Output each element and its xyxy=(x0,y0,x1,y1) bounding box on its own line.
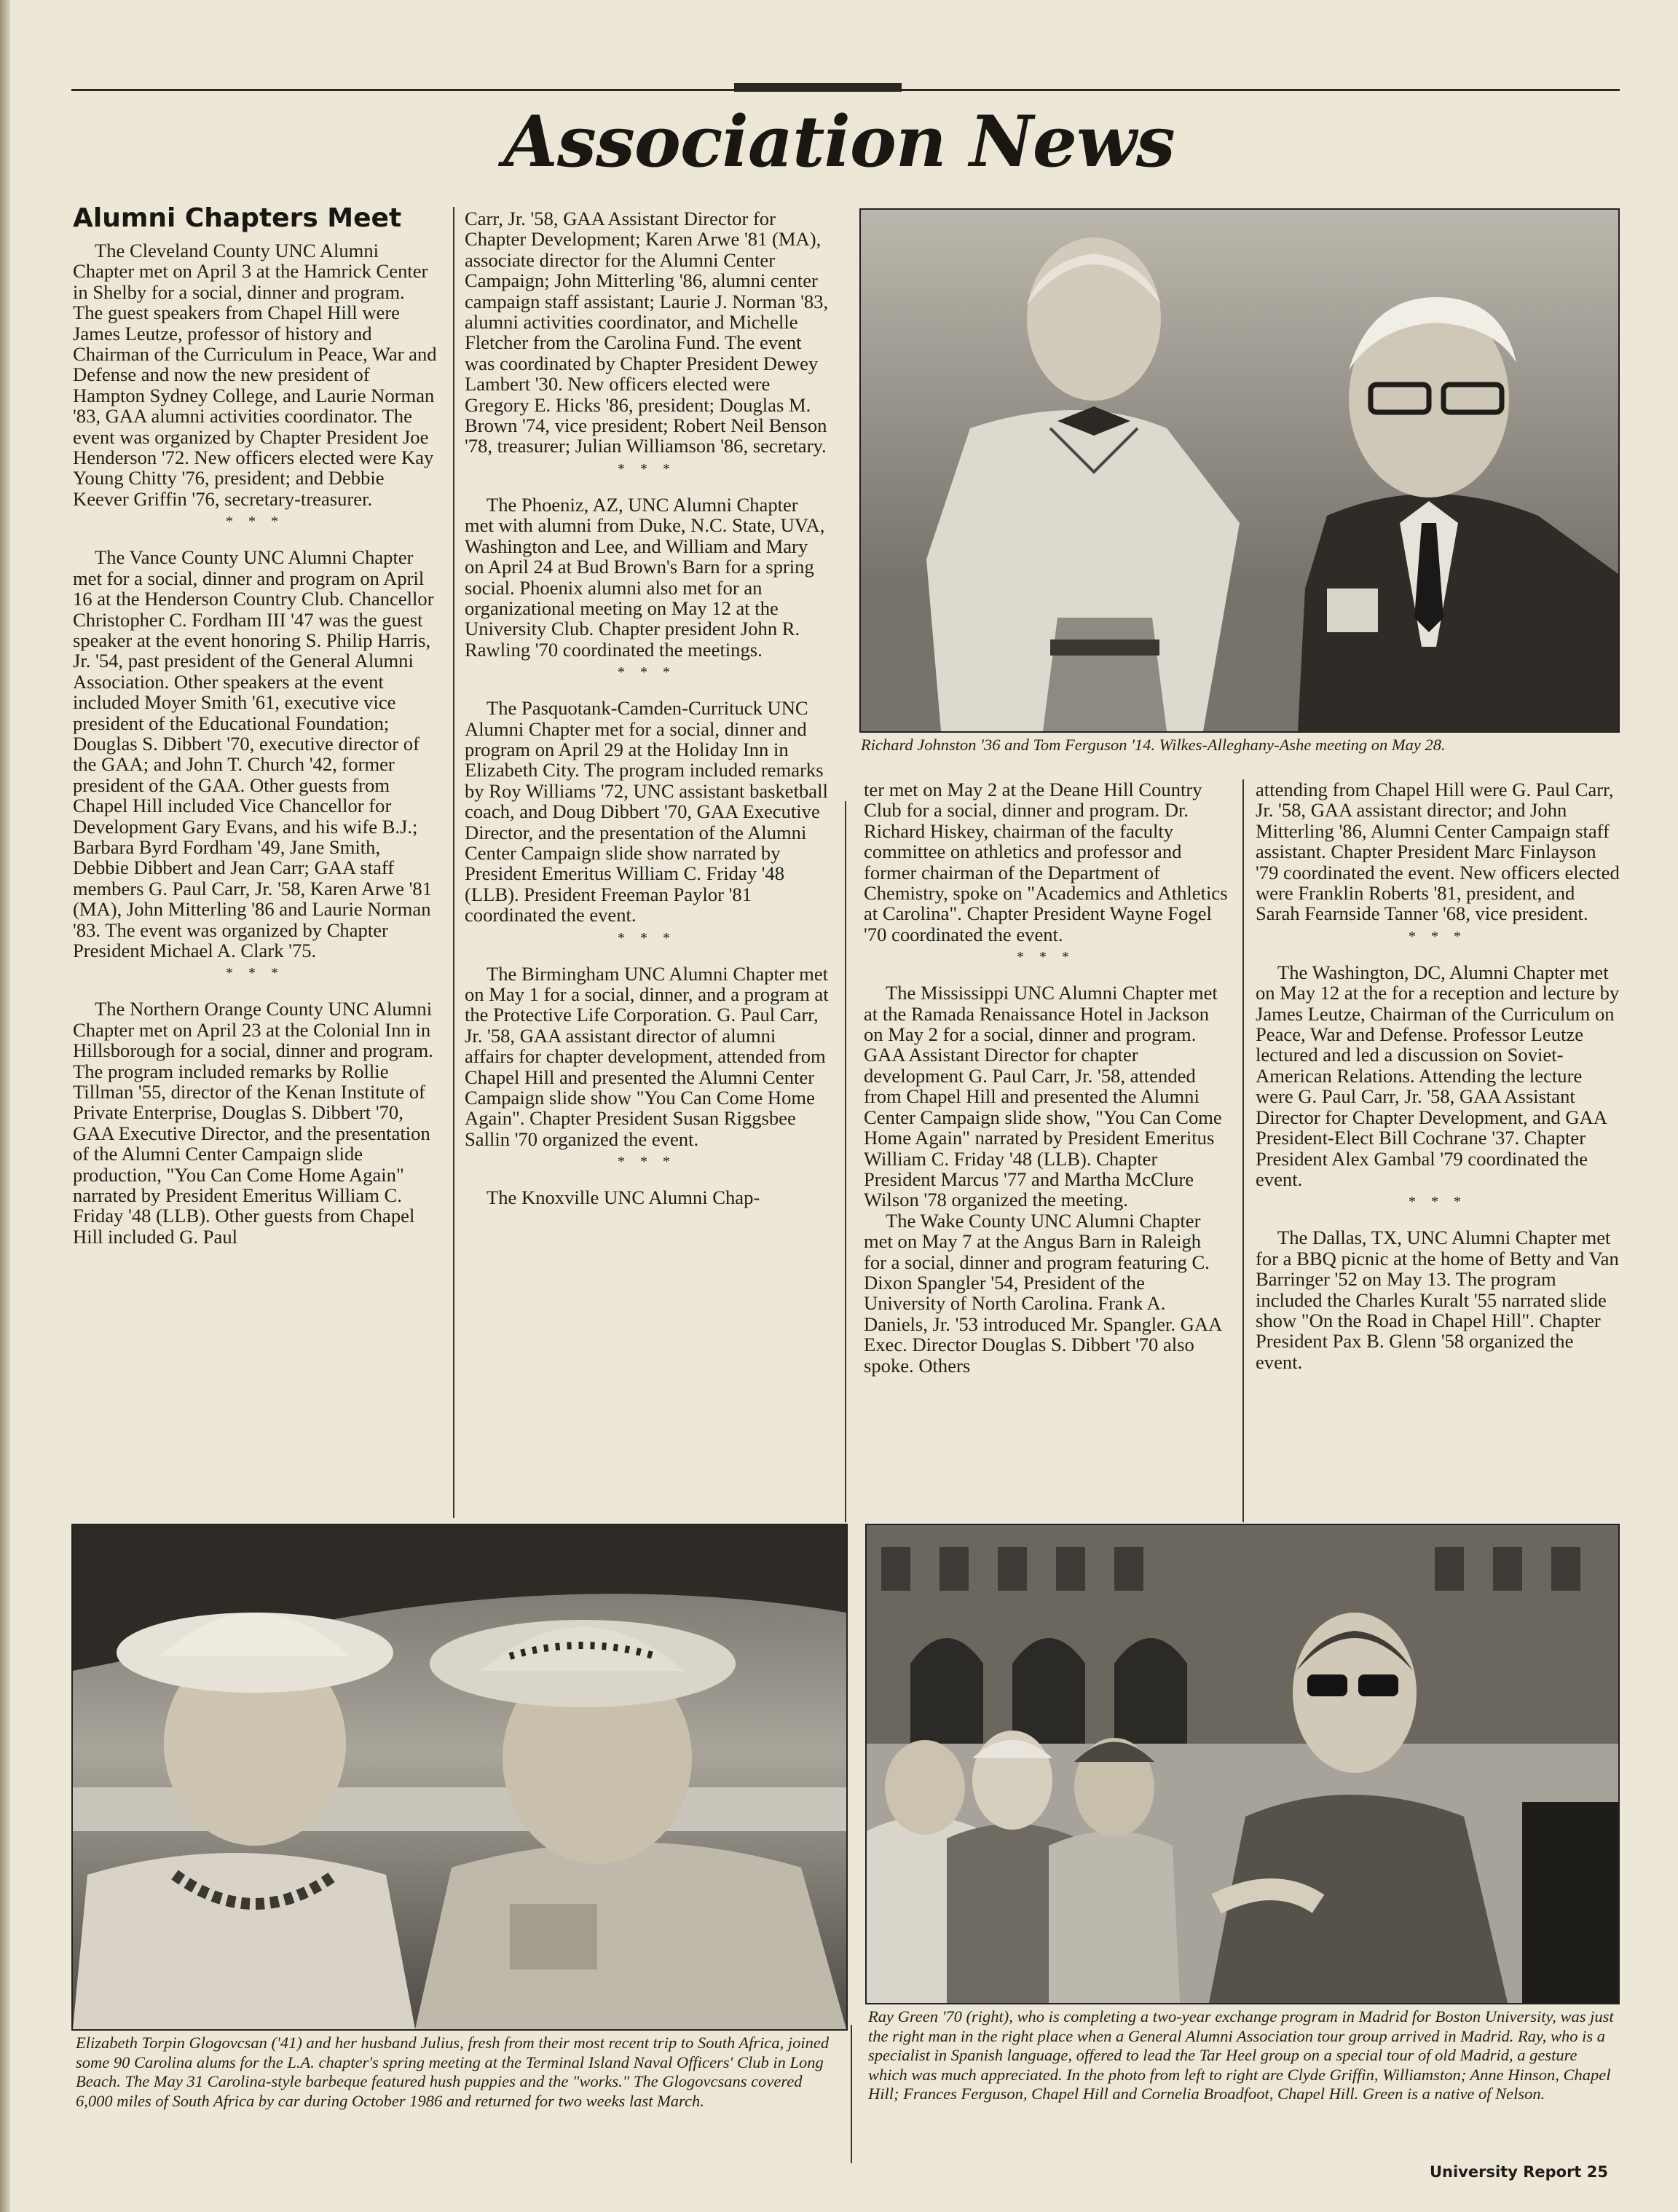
separator-stars: * * * xyxy=(226,513,284,530)
paragraph-phoenix: The Phoeniz, AZ, UNC Alumni Chapter met with alumni from Duke, N.C. State, UVA, Washington and Lee, and William and Mary on April 24 at Bud Brown's Barn for a spring social. Phoenix alumni also met for an organizational meeting on May 12 at the University Club. Chapter president John R. Rawling '70 coordinated the meetings. xyxy=(465,493,825,661)
column-divider xyxy=(453,207,454,1518)
paragraph-cleveland: The Cleveland County UNC Alumni Chapter met on April 3 at the Hamrick Center in Shelby for a social, dinner and program. The guest speakers from Chapel Hill were James Leutze, professor of history and Chairman of the Curriculum in Peace, War and Defense and now the new president of Hampton Sydney College, and Laurie Norman '83, GAA alumni activities coordinator. The event was organized by Chapter President Joe Henderson '72. New officers elected were Kay Young Chitty '76, president; and Debbie Keever Griffin '76, secretary-treasurer. xyxy=(73,240,437,510)
paragraph-dallas: The Dallas, TX, UNC Alumni Chapter met for a BBQ picnic at the home of Betty and Van Barringer '52 on May 13. The program included the Charles Kuralt '55 narrated slide show "On the Road in Chapel Hill". Chapter President Pax B. Glenn '58 organized the event. xyxy=(1256,1227,1619,1373)
page-binding-edge xyxy=(0,0,10,2212)
page-folio: University Report 25 xyxy=(1429,2163,1608,2181)
section-masthead: Association News xyxy=(503,101,1175,183)
photo-madrid-tour xyxy=(865,1524,1620,2004)
paragraph-knoxville-continued: ter met on May 2 at the Deane Hill Country Club for a social, dinner and program. Dr. Richard Hiskey, chairman of the faculty committee on athletics and professor and former chairman of the Department of Chemistry, spoke on "Academics and Athletics at Carolina". Chapter President Wayne Fogel '70 coordinated the event. xyxy=(864,779,1228,945)
caption-top-photo: Richard Johnston '36 and Tom Ferguson '14. Wilkes-Alleghany-Ashe meeting on May 28. xyxy=(861,736,1446,754)
paragraph-mississippi: The Mississippi UNC Alumni Chapter met at the Ramada Renaissance Hotel in Jackson on May 2 for a social, dinner and program. GAA Assistant Director for chapter development G. Paul Carr, Jr. '58, attended from Chapel Hill and presented the Alumni Center Campaign slide show, "You Can Come Home Again" narrated by President Emeritus William C. Friday '48 (LLB). Chapter President Marcus '77 and Martha McClure Wilson '78 organized the meeting. xyxy=(864,982,1222,1211)
paragraph-wake-continued: attending from Chapel Hill were G. Paul Carr, Jr. '58, GAA assistant director; and John Mitterling '86, Alumni Center Campaign staff assistant. Chapter President Marc Finlayson '79 coordinated the event. New officers elected were Franklin Roberts '81, president, and Sarah Fearnside Tanner '68, vice president. xyxy=(1256,779,1620,925)
article-heading: Alumni Chapters Meet xyxy=(73,203,402,233)
column-divider xyxy=(851,2025,852,2163)
separator-stars: * * * xyxy=(226,965,284,982)
separator-stars: * * * xyxy=(618,929,676,946)
paragraph-pasquotank: The Pasquotank-Camden-Currituck UNC Alumni Chapter met for a social, dinner and program on April 29 at the Holiday Inn in Elizabeth City. The program included remarks by Roy Williams '72, UNC assistant basketball coach, and Doug Dibbert '70, GAA Executive Director, and the presentation of the Alumni Center Campaign slide show narrated by President Emeritus William C. Friday '48 (LLB). President Freeman Paylor '81 coordinated the event. xyxy=(465,697,828,926)
paragraph-vance: The Vance County UNC Alumni Chapter met for a social, dinner and program on April 16 at the Henderson Country Club. Chancellor Christopher C. Fordham III '47 was the guest speaker at the event honoring S. Philip Harris, Jr. '54, past president of the General Alumni Association. Other speakers at the event included Moyer Smith '61, executive vice president of the Educational Foundation; Douglas S. Dibbert '70, executive director of the GAA; and John T. Church '42, former president of the GAA. Other guests from Chapel Hill included Vice Chancellor for Development Gary Evans, and his wife B.J.; Barbara Byrd Fordham '49, Jane Smith, Debbie Dibbert and Jean Carr; GAA staff members G. Paul Carr, Jr. '58, Karen Arwe '81 (MA), John Mitterling '86 and Laurie Norman '83. The event was organized by Chapter President Michael A. Clark '75. xyxy=(73,546,434,961)
column-1 xyxy=(73,204,437,1247)
column-3 xyxy=(864,779,1228,1376)
paragraph-continued: Carr, Jr. '58, GAA Assistant Director for Chapter Development; Karen Arwe '81 (MA), associate director for the Alumni Center Campaign; John Mitterling '86, alumni center campaign staff assistant; Laurie J. Norman '83, alumni activities coordinator, and Michelle Fletcher from the Carolina Fund. The event was coordinated by Chapter President Dewey Lambert '30. New officers elected were Gregory E. Hicks '86, president; Douglas M. Brown '74, vice president; Robert Neil Benson '78, treasurer; Julian Williamson '86, secretary. xyxy=(465,208,829,457)
photo-glogovcsan-couple xyxy=(71,1524,848,2031)
top-rule-tab xyxy=(734,83,902,92)
column-divider xyxy=(1242,779,1244,1522)
separator-stars: * * * xyxy=(618,664,676,681)
separator-stars: * * * xyxy=(1409,928,1467,945)
paragraph-washington: The Washington, DC, Alumni Chapter met on May 12 at the for a reception and lecture by James Leutze, Chairman of the Curriculum on Peace, War and Defense. Professor Leutze lectured and led a discussion on Soviet-American Relations. Attending the lecture were G. Paul Carr, Jr. '58, GAA Assistant Director for Chapter Development, and GAA President-Elect Bill Cochrane '37. Chapter President Alex Gambal '79 coordinated the event. xyxy=(1256,961,1620,1190)
paragraph-knoxville-start: The Knoxville UNC Alumni Chap- xyxy=(487,1186,760,1209)
separator-stars: * * * xyxy=(618,460,676,477)
paragraph-wake-county: The Wake County UNC Alumni Chapter met on May 7 at the Angus Barn in Raleigh for a social, dinner and program featuring C. Dixon Spangler '54, President of the University of North Carolina. Frank A. Daniels, Jr. '53 introduced Mr. Spangler. GAA Exec. Director Douglas S. Dibbert '70 also spoke. Others xyxy=(864,1209,1221,1377)
column-4 xyxy=(1256,779,1620,1372)
separator-stars: * * * xyxy=(1017,949,1075,966)
caption-bottom-left: Elizabeth Torpin Glogovcsan ('41) and her husband Julius, fresh from their most recent trip to South Africa, joined some 90 Carolina alums for the L.A. chapter's spring meeting at the Terminal Island Naval Officers' Club in Long Beach. The May 31 Carolina-style barbeque featured hush puppies and the "works." The Glogovcsans covered 6,000 miles of South Africa by car during October 1986 and returned for two weeks last March. xyxy=(76,2034,830,2110)
separator-stars: * * * xyxy=(1409,1194,1467,1211)
column-2 xyxy=(465,208,829,1208)
separator-stars: * * * xyxy=(618,1154,676,1170)
paragraph-birmingham: The Birmingham UNC Alumni Chapter met on May 1 for a social, dinner, and a program at the Protective Life Corporation. G. Paul Carr, Jr. '58, GAA assistant director of alumni affairs for chapter development, attended from Chapel Hill and presented the Alumni Center Campaign slide show "You Can Come Home Again". Chapter President Susan Riggsbee Sallin '70 organized the event. xyxy=(465,962,829,1150)
caption-bottom-right: Ray Green '70 (right), who is completing a two-year exchange program in Madrid for Boston University, was just the right man in the right place when a General Alumni Association tour group arrived in Madrid. Ray, who is a specialist in Spanish language, offered to lead the Tar Heel group on a special tour of old Madrid, a gesture which was much appreciated. In the photo from left to right are Clyde Griffin, Williamston; Anne Hinson, Chapel Hill; Frances Ferguson, Chapel Hill and Cornelia Broadfoot, Chapel Hill. Green is a native of Nelson. xyxy=(868,2007,1614,2103)
column-divider xyxy=(845,801,846,1522)
paragraph-northern-orange: The Northern Orange County UNC Alumni Chapter met on April 23 at the Colonial Inn in Hillsborough for a social, dinner and program. The program included remarks by Rollie Tillman '55, director of the Kenan Institute of Private Enterprise, Douglas S. Dibbert '70, GAA Executive Director, and the presentation of the Alumni Center Campaign slide production, "You Can Come Home Again" narrated by President Emeritus William C. Friday '48 (LLB). Other guests from Chapel Hill included G. Paul xyxy=(73,998,433,1248)
photo-johnston-ferguson xyxy=(859,208,1620,733)
